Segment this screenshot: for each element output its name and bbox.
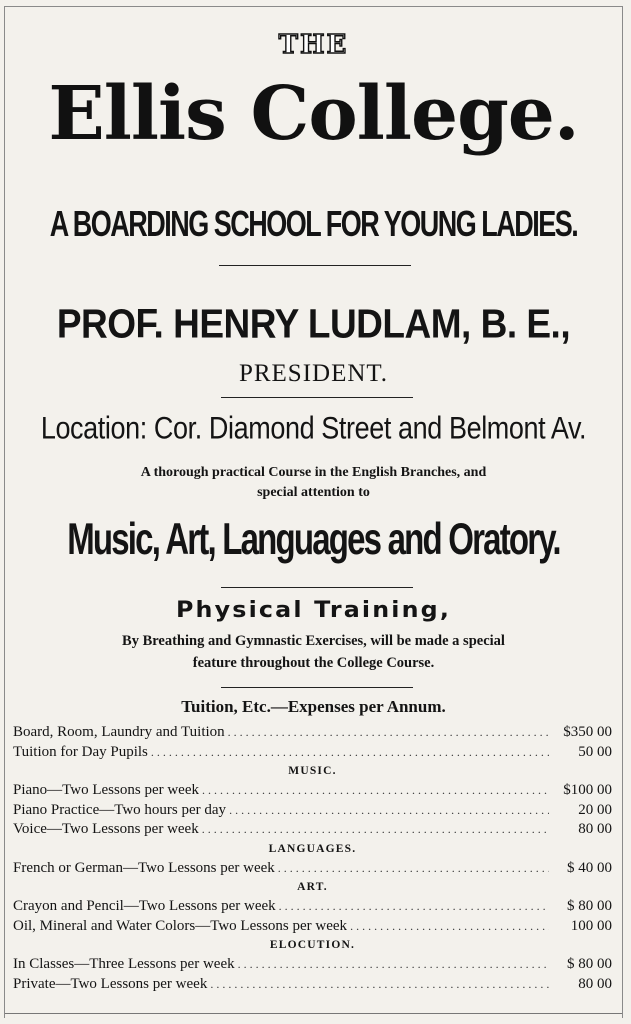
table-row <box>13 801 612 821</box>
item-label: Private—Two Lessons per week <box>13 975 208 992</box>
section-heading-languages: LANGUAGES. <box>268 842 357 855</box>
item-price: $ 80 00 <box>567 898 612 914</box>
item-price: $350 00 <box>563 724 612 740</box>
course-line-1: A thorough practical Course in the English Branches, and <box>140 465 487 480</box>
item-price: 80 00 <box>578 821 612 837</box>
item-label: Board, Room, Laundry and Tuition <box>13 724 225 740</box>
section-heading-music: MUSIC. <box>288 765 337 777</box>
item-price: $ 80 00 <box>567 956 612 972</box>
item-price: 50 00 <box>578 743 612 760</box>
table-row <box>13 723 612 743</box>
location-line: Location: Cor. Diamond Street and Belmont Av. <box>40 410 587 446</box>
table-row <box>13 897 612 917</box>
course-subjects: Music, Art, Languages and Oratory. <box>67 513 560 564</box>
item-label: Piano Practice—Two hours per day <box>13 801 227 818</box>
divider <box>221 587 413 588</box>
leader-dots <box>228 723 549 743</box>
item-label: Voice—Two Lessons per week <box>13 821 199 837</box>
header-the: THE <box>278 30 349 60</box>
table-row <box>13 743 612 763</box>
section-heading-art: ART. <box>297 881 328 893</box>
item-price: 20 00 <box>578 801 612 818</box>
leader-dots <box>238 955 549 975</box>
table-row <box>13 917 612 937</box>
college-title: Ellis College. <box>48 71 579 157</box>
table-row <box>13 820 612 840</box>
item-label: French or German—Two Lessons per week <box>13 859 275 876</box>
physical-line-2: feature throughout the College Course. <box>192 655 435 671</box>
president-name: PROF. HENRY LUDLAM, B. E., <box>56 301 571 347</box>
table-row <box>13 975 612 995</box>
item-price: $ 40 00 <box>567 859 612 876</box>
course-line-2: special attention to <box>257 485 370 500</box>
leader-dots <box>202 820 549 840</box>
table-row <box>13 859 612 879</box>
item-price: 80 00 <box>578 975 612 992</box>
table-row <box>13 955 612 975</box>
item-price: 100 00 <box>570 917 612 934</box>
physical-line-1: By Breathing and Gymnastic Exercises, will be made a special <box>122 633 505 649</box>
president-title: PRESIDENT. <box>238 360 389 387</box>
divider <box>221 687 413 688</box>
item-label: In Classes—Three Lessons per week <box>13 956 235 972</box>
divider <box>221 397 413 398</box>
school-subtitle: A BOARDING SCHOOL FOR YOUNG LADIES. <box>49 203 578 245</box>
leader-dots <box>278 859 549 879</box>
item-label: Oil, Mineral and Water Colors—Two Lessons per week <box>13 917 348 934</box>
advertisement-page <box>4 6 623 1018</box>
item-label: Piano—Two Lessons per week <box>13 782 199 798</box>
table-row <box>13 781 612 801</box>
physical-training-description <box>35 630 592 674</box>
leader-dots <box>202 781 549 801</box>
course-description <box>45 463 582 503</box>
item-label: Crayon and Pencil—Two Lessons per week <box>13 898 276 914</box>
leader-dots <box>229 801 549 821</box>
leader-dots <box>279 897 549 917</box>
leader-dots <box>151 743 549 763</box>
physical-training-heading: Physical Training, <box>175 598 452 623</box>
leader-dots <box>350 917 549 937</box>
expenses-table <box>13 723 612 994</box>
tuition-heading: Tuition, Etc.—Expenses per Annum. <box>181 697 446 716</box>
section-heading-elocution: ELOCUTION. <box>269 939 356 951</box>
divider <box>219 265 411 266</box>
item-price: $100 00 <box>563 782 612 798</box>
bottom-border <box>5 1013 622 1014</box>
item-label: Tuition for Day Pupils <box>13 743 148 760</box>
leader-dots <box>210 975 549 995</box>
